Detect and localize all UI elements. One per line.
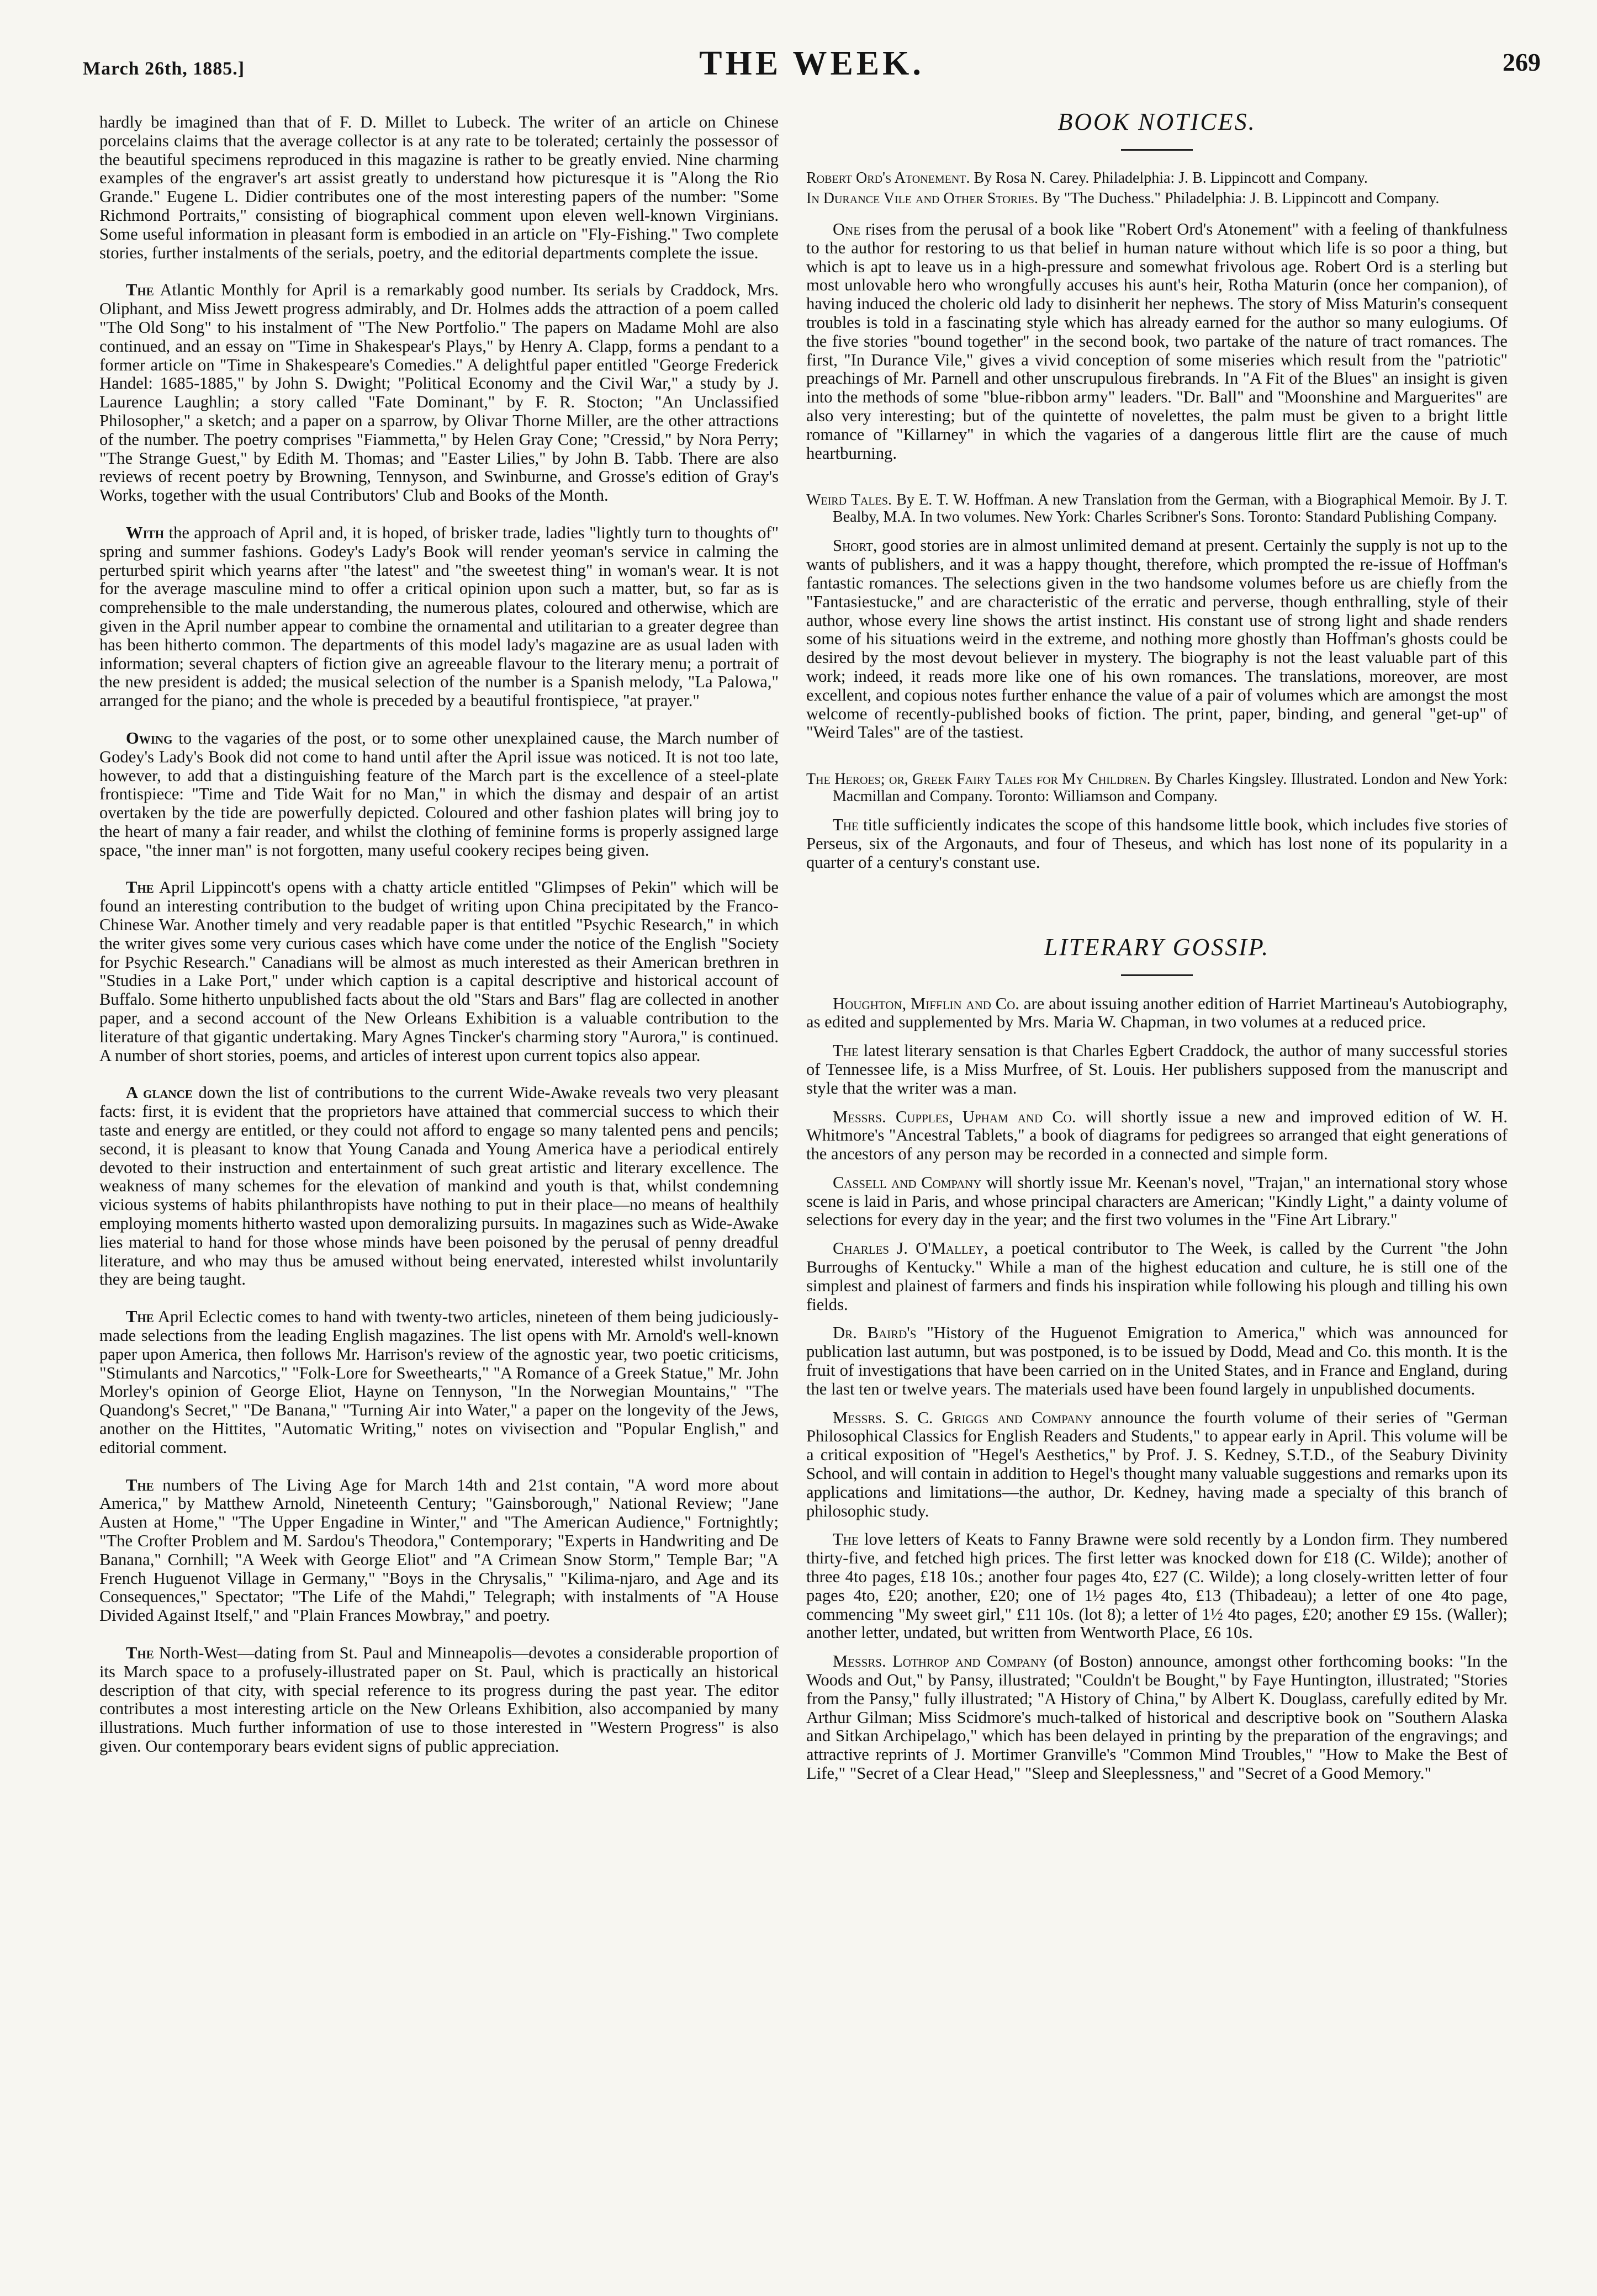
gossip-item: Cassell and Company will shortly issue Mr. Keenan's novel, "Trajan," an international story whose scene is laid in Paris, and whose principal characters are American; "Kindly Light," a dainty volume of selections for every day in the year; and the first two volumes in the "Fine Art Library." — [806, 1173, 1508, 1229]
section-heading: BOOK NOTICES. — [1057, 108, 1256, 135]
book-reference: In Durance Vile and Other Stories. By "The Duchess." Philadelphia: J. B. Lippincott and Company. — [806, 190, 1440, 207]
gossip-item: Messrs. S. C. Griggs and Company announce the fourth volume of their series of "German Philosophical Classics for English Readers and Students," to appear early in April. This volume will be a critical exposition of "Hegel's Aesthetics," by Prof. J. S. Kedney, S.T.D., of the Seabury Divinity School, and will contain in addition to Hegel's thought many valuable suggestions and remarks upon its applications and limitations—the author, Dr. Kedney, having made a specialty of this branch of philosophic study. — [806, 1408, 1508, 1520]
paragraph: The April Lippincott's opens with a chatty article entitled "Glimpses of Pekin" which will be found an interesting contribution to the budget of writing upon China precipitated by the Franco-Chinese War. Another timely and very readable paper is that entitled "Psychic Research," in which the writer gives some very curious cases which have come under the notice of the English "Society for Psychic Research." Canadians will be almost as much interested as their American brethren in "Studies in a Lake Port," under which caption is a capital descriptive and historical account of Buffalo. Some hitherto unpublished facts about the old "Stars and Bars" flag are collected in another paper, and a second account of the New Orleans Exhibition is a valuable contribution to the literature of that gigantic undertaking. Mary Agnes Tincker's charming story "Aurora," is continued. A number of short stories, poems, and articles of interest upon current topics also appear. — [99, 878, 779, 1065]
book-review — [806, 491, 1508, 742]
review-text: The title sufficiently indicates the scope of this handsome little book, which includes five stories of Perseus, six of the Argonauts, and four of Theseus, and which has lost none of its popularity in a quarter of a century's constant use. — [806, 815, 1508, 872]
paragraph: The Atlantic Monthly for April is a remarkably good number. Its serials by Craddock, Mrs. Oliphant, and Miss Jewett progress admirably, and Dr. Holmes adds the attraction of a poem called "The Old Song" to his instalment of "The New Portfolio." The papers on Madame Mohl are also continued, and an essay on "Time in Shakespear's Plays," by Henry A. Clapp, forms a pendant to a former article on "Time in Shakespeare's Comedies." A delightful paper entitled "George Frederick Handel: 1685-1885," by John S. Dwight; "Political Economy and the Civil War," a study by J. Laurence Laughlin; a story called "Fate Dominant," by F. R. Stocton; "An Unclassified Philosopher," a sketch; and a paper on a sparrow, by Olivar Thorne Miller, are the other attractions of the number. The poetry comprises "Fiammetta," by Helen Gray Cone; "Cressid," by Nora Perry; "The Strange Guest," by Edith M. Thomas; and "Easter Lilies," by John B. Tabb. There are also reviews of recent poetry by Browning, Tennyson, and Swinburne, and Grosse's edition of Gray's Works, together with the usual Contributors' Club and Books of the Month. — [99, 280, 779, 505]
book-review — [806, 169, 1508, 463]
page-number: 269 — [1503, 48, 1541, 76]
paragraph: With the approach of April and, it is hoped, of brisker trade, ladies "lightly turn to thoughts of" spring and summer fashions. Godey's Lady's Book will render yeoman's service in calming the perturbed spirit which yearns after "the latest" and "the sweetest thing" in woman's wear. It is not for the average masculine mind to offer a critical opinion upon such a matter, but, so far as is comprehensible to the male understanding, the numerous plates, coloured and otherwise, which are given in the April number appear to combine the ornamental and utilitarian to a greater degree than has been hitherto common. The departments of this model lady's magazine are as usual laden with information; several chapters of fiction give an agreeable flavour to the literary menu; a portrait of the new president is added; the musical selection of the number is a Spanish melody, "La Palowa," arranged for the piano; and the whole is preceded by a beautiful frontispiece, "at prayer." — [99, 523, 779, 710]
book-reference: Robert Ord's Atonement. By Rosa N. Carey. Philadelphia: J. B. Lippincott and Company. — [806, 169, 1368, 187]
issue-date: March 26th, 1885.] — [83, 59, 245, 79]
book-reference: The Heroes; or, Greek Fairy Tales for My Children. By Charles Kingsley. Illustrated. London and New York: Macmillan and Company. Toronto: Williamson and Company. — [806, 771, 1508, 805]
gossip-item: Messrs. Lothrop and Company (of Boston) announce, amongst other forthcoming books: "In the Woods and Out," by Pansy, illustrated; "Couldn't be Bought," by Faye Huntington, illustrated; "Stories from the Pansy," fully illustrated; "A History of China," by Albert K. Douglass, carefully edited by Mr. Arthur Gilman; Miss Scidmore's much-talked of historical and descriptive book on "Southern Alaska and Sitkan Archipelago," which has been delayed in printing by the preparation of the engravings; and attractive reprints of J. Mortimer Granville's "Common Mind Troubles," "How to Make the Best of Life," "Secret of a Clear Head," "Sleep and Sleeplessness," and "Secret of a Good Memory." — [806, 1652, 1508, 1783]
paragraph: The numbers of The Living Age for March 14th and 21st contain, "A word more about America," by Matthew Arnold, Nineteenth Century; "Gainsborough," National Review; "Jane Austen at Home," "The Upper Engadine in Winter," and "The American Audience," Fortnightly; "The Crofter Problem and M. Sardou's Theodora," Contemporary; "Experts in Handwriting and De Banana," Cornhill; "A Week with George Eliot" and "A Crimean Snow Storm," Temple Bar; "A French Huguenot Village in Germany," "Boys in the Chrysalis," "Kilima-njaro, and Age and its Consequences," Spectator; "The Life of the Mahdi," Telegraph; with instalments of "A House Divided Against Itself," and "Plain Frances Mowbray," and poetry. — [99, 1475, 779, 1625]
left-column — [99, 113, 779, 1775]
heading-rule — [1121, 149, 1193, 151]
gossip-item: Dr. Baird's "History of the Huguenot Emigration to America," which was announced for publication last autumn, but was postponed, is to be issued by Dodd, Mead and Co. this month. It is the fruit of investigations that have been carried on in the United States, and in France and England, during the last ten or twelve years. The materials used have been found largely in unpublished documents. — [806, 1323, 1508, 1398]
review-text: Short, good stories are in almost unlimited demand at present. Certainly the supply is not up to the wants of publishers, and it was a happy thought, therefore, which prompted the re-issue of Hoffman's fantastic romances. The selections given in the two handsome volumes before us are chiefly from the "Fantasiestucke," and are characteristic of the erratic and perverse, though enthralling, style of their author, whose every line shows the artist instinct. His constant use of strong light and shade renders some of his situations weird in the extreme, and nothing more ghostly than Hoffman's ghosts could be desired by the most devout believer in mystery. The biography is not the least valuable part of this work; indeed, it reads more like one of his own romances. The translations, moreover, are most excellent, and copious notes further enhance the value of a pair of volumes which are amongst the most welcome of recently-published books of fiction. The print, paper, binding, and general "get-up" of "Weird Tales" are of the tastiest. — [806, 536, 1508, 742]
book-reference: Weird Tales. By E. T. W. Hoffman. A new Translation from the German, with a Biographical Memoir. By J. T. Bealby, M.A. In two volumes. New York: Charles Scribner's Sons. Toronto: Standard Publishing Company. — [806, 491, 1508, 526]
paragraph: The North-West—dating from St. Paul and Minneapolis—devotes a considerable proportion of its March space to a profusely-illustrated paper on St. Paul, which is practically an historical description of that city, with special reference to its progress during the past year. The editor contributes a most interesting article on the New Orleans Exhibition, also accompanied by many illustrations. Much further information of use to those interested in "Western Progress" is also given. Our contemporary bears evident signs of public appreciation. — [99, 1643, 779, 1756]
paragraph: A glance down the list of contributions to the current Wide-Awake reveals two very pleasant facts: first, it is evident that the proprietors have attained that commercial success to which their taste and energy are entitled, or they could not afford to engage so many talented pens and pencils; second, it is pleasant to know that Young Canada and Young America have a periodical entirely devoted to their instruction and entertainment of such great artistic and literary excellence. The weakness of many schemes for the elevation of mankind and youth is that, whilst condemning vicious systems of habits philanthropists have nothing to put in their place—no means of healthily employing moments hitherto wasted upon demoralizing pursuits. In magazines such as Wide-Awake lies material to hand for those whose minds have been poisoned by the perusal of penny dreadful literature, and who may thus be amused without being enervated, interested whilst involuntarily they are being taught. — [99, 1083, 779, 1289]
gossip-item: Houghton, Mifflin and Co. are about issuing another edition of Harriet Martineau's Autobiography, as edited and supplemented by Mrs. Maria W. Chapman, in two volumes at a reduced price. — [806, 994, 1508, 1032]
paragraph: Owing to the vagaries of the post, or to some other unexplained cause, the March number of Godey's Lady's Book did not come to hand until after the April issue was noticed. It is not too late, however, to add that a distinguishing feature of the March part is the excellence of a steel-plate frontispiece: "Time and Tide Wait for no Man," in which the dismay and despair of an artist overtaken by the tide are powerfully depicted. Coloured and other fashion plates will bring joy to the heart of many a fair reader, and whilst the clothing of feminine forms is properly assigned large space, "the inner man" is not forgotten, many useful cookery recipes being given. — [99, 728, 779, 860]
right-column — [806, 108, 1508, 1793]
section-heading: LITERARY GOSSIP. — [1044, 933, 1270, 961]
review-text: One rises from the perusal of a book like "Robert Ord's Atonement" with a feeling of thankfulness to the author for restoring to us that belief in human nature without which life is so poor a thing, but which is apt to leave us in a high-pressure and somewhat frivolous age. Robert Ord is a sterling but most unlovable hero who wrongfully accuses his aunt's heir, Rotha Maturin (once her companion), of having induced the choleric old lady to disinherit her nephews. The story of Miss Maturin's consequent troubles is told in a fascinating style which has already earned for the author so many eulogiums. Of the five stories "bound together" in the second book, two partake of the nature of tract romances. The first, "In Durance Vile," gives a vivid conception of some miseries which result from the "patriotic" preachings of Mr. Parnell and other unscrupulous firebrands. In "A Fit of the Blues" an insight is given into the methods of some "blue-ribbon army" leaders. "Dr. Ball" and "Moonshine and Marguerites" are also very interesting; but of the quintette of novelettes, the palm must be given to a bright little romance of "Killarney" in which the vagaries of a dangerous little flirt are the cause of much heartburning. — [806, 220, 1508, 463]
book-notices-section — [806, 108, 1508, 872]
publication-title: THE WEEK. — [699, 45, 924, 82]
book-review — [806, 771, 1508, 872]
gossip-item: The love letters of Keats to Fanny Brawne were sold recently by a London firm. They numbered thirty-five, and fetched high prices. The first letter was knocked down for £18 (C. Wilde); another of three 4to pages, £18 10s.; another four pages 4to, £27 (C. Wilde); a long closely-written letter of four pages 4to, £20; another, £20; one of 1½ pages 4to, £13 (Thibadeau); a letter of one 4to page, commencing "My sweet girl," £11 10s. (lot 8); a letter of 1½ 4to pages, £20; another £9 15s. (Waller); another letter, undated, but written from Wentworth Place, £6 10s. — [806, 1530, 1508, 1642]
gossip-item: The latest literary sensation is that Charles Egbert Craddock, the author of many successful stories of Tennessee life, is a Miss Murfree, of St. Louis. Her publishers supposed from the manuscript and style that the writer was a man. — [806, 1041, 1508, 1097]
masthead — [83, 44, 1541, 94]
heading-rule — [1121, 974, 1193, 976]
paragraph: hardly be imagined than that of F. D. Millet to Lubeck. The writer of an article on Chinese porcelains claims that the average collector is at any rate to be tolerated; certainly the possessor of the beautiful specimens reproduced in this magazine is rather to be greatly envied. Nine charming examples of the engraver's art assist greatly to understand how picturesque it is "Along the Rio Grande." Eugene L. Didier contributes one of the most interesting papers of the number: "Some Richmond Portraits," consisting of biographical comment upon eleven well-known Virginians. Some useful information in pleasant form is embodied in an article on "Fly-Fishing." Two complete stories, further instalments of the serials, poetry, and the editorial departments complete the issue. — [99, 113, 779, 262]
literary-gossip-section — [806, 933, 1508, 1783]
gossip-item: Charles J. O'Malley, a poetical contributor to The Week, is called by the Current "the John Burroughs of Kentucky." While a man of the highest education and culture, he is still one of the simplest and plainest of farmers and finds his inspiration while following his plough and tilling his own fields. — [806, 1239, 1508, 1314]
gossip-item: Messrs. Cupples, Upham and Co. will shortly issue a new and improved edition of W. H. Whitmore's "Ancestral Tablets," a book of diagrams for pedigrees so arranged that eight generations of the ancestors of any person may be recorded in a connected and simple form. — [806, 1107, 1508, 1164]
paragraph: The April Eclectic comes to hand with twenty-two articles, nineteen of them being judiciously-made selections from the leading English magazines. The list opens with Mr. Arnold's well-known paper upon America, then follows Mr. Harrison's review of the agnostic year, two poetic criticisms, "Stimulants and Narcotics," "Folk-Lore for Sweethearts," "A Romance of a Greek Statue," Mr. John Morley's opinion of George Eliot, Hayne on Tennyson, "In the Norwegian Mountains," "The Quandong's Secret," "De Banana," "Turning Air into Water," a paper on the longevity of the Jews, another on the Hittites, "Automatic Writing," notes on vivisection and "Popular English," and editorial comment. — [99, 1307, 779, 1457]
